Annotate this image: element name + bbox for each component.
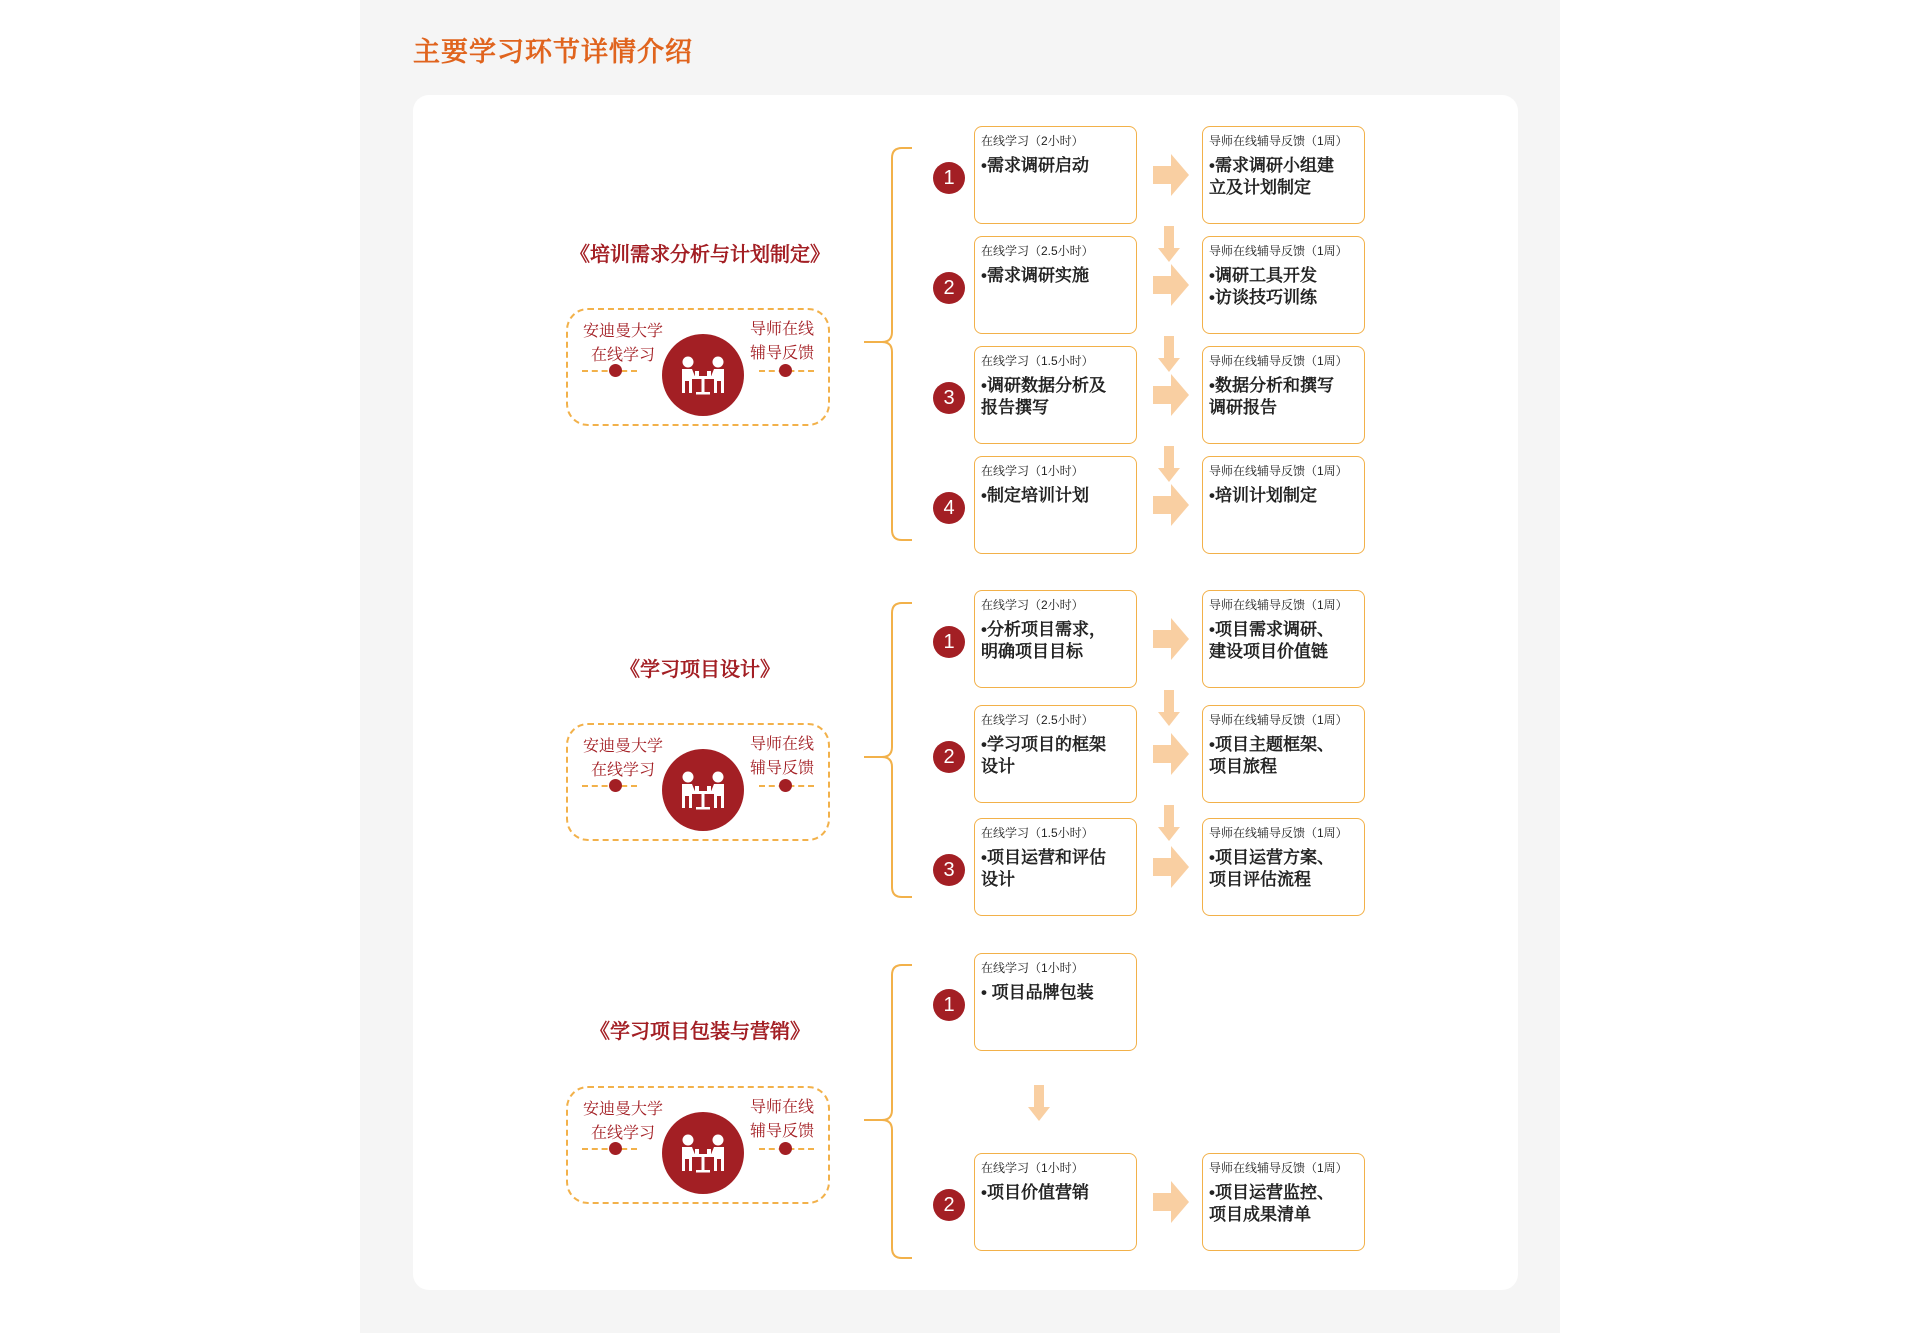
online-learning-box bbox=[974, 953, 1137, 1051]
arrow-right-icon bbox=[1153, 1181, 1189, 1223]
legend-box bbox=[566, 1086, 830, 1204]
online-learning-box-heading: 在线学习（2.5小时） bbox=[981, 713, 1094, 727]
page-title: 主要学习环节详情介绍 bbox=[413, 37, 693, 67]
label-line: 导师在线 bbox=[749, 736, 814, 753]
mentor-feedback-box-line: •项目运营方案、 bbox=[1209, 848, 1334, 867]
online-learning-box-body bbox=[981, 485, 1132, 507]
mentor-feedback-box bbox=[1202, 236, 1365, 334]
online-learning-box-line: •需求调研实施 bbox=[981, 266, 1089, 285]
online-learning-label bbox=[578, 735, 668, 783]
online-learning-box-line: •调研数据分析及 bbox=[981, 376, 1106, 395]
section-title: 《学习项目设计》 bbox=[620, 659, 780, 681]
mentor-feedback-box bbox=[1202, 818, 1365, 916]
mentor-feedback-box-line: 建设项目价值链 bbox=[1209, 642, 1328, 661]
mentor-feedback-box-line: •访谈技巧训练 bbox=[1209, 288, 1317, 307]
arrow-down-icon bbox=[1158, 690, 1180, 726]
online-learning-box-heading: 在线学习（1.5小时） bbox=[981, 826, 1094, 840]
online-learning-box-line: •项目价值营销 bbox=[981, 1183, 1089, 1202]
step-number-badge: 1 bbox=[933, 162, 965, 194]
online-learning-box-line: •项目运营和评估 bbox=[981, 848, 1106, 867]
online-learning-box bbox=[974, 346, 1137, 444]
arrow-right-icon bbox=[1153, 733, 1189, 775]
mentor-feedback-box-heading: 导师在线辅导反馈（1周） bbox=[1209, 464, 1348, 478]
mentor-feedback-box-body bbox=[1209, 375, 1360, 419]
mentor-feedback-box-heading: 导师在线辅导反馈（1周） bbox=[1209, 134, 1348, 148]
label-line: 安迪曼大学 bbox=[582, 738, 663, 755]
online-learning-box-body bbox=[981, 265, 1132, 287]
online-learning-box-line: •制定培训计划 bbox=[981, 486, 1089, 505]
online-learning-box-line: • 项目品牌包装 bbox=[981, 983, 1094, 1002]
label-line: 辅导反馈 bbox=[749, 760, 814, 777]
mentor-feedback-box-heading: 导师在线辅导反馈（1周） bbox=[1209, 354, 1348, 368]
meeting-circle bbox=[662, 749, 744, 831]
people-meeting-icon bbox=[673, 345, 733, 405]
mentor-feedback-box-line: •需求调研小组建 bbox=[1209, 156, 1334, 175]
mentor-feedback-box-line: 项目旅程 bbox=[1209, 757, 1277, 776]
online-learning-box-line: •学习项目的框架 bbox=[981, 735, 1106, 754]
label-line: 辅导反馈 bbox=[749, 1123, 814, 1140]
meeting-circle bbox=[662, 1112, 744, 1194]
online-learning-box-line: 明确项目目标 bbox=[981, 642, 1083, 661]
mentor-feedback-box bbox=[1202, 126, 1365, 224]
mentor-feedback-box-body bbox=[1209, 847, 1360, 891]
mentor-feedback-box-line: 调研报告 bbox=[1209, 398, 1277, 417]
section-bracket bbox=[862, 963, 922, 1260]
online-learning-box-body bbox=[981, 619, 1132, 663]
mentor-feedback-box-body bbox=[1209, 734, 1360, 778]
step-number-badge: 3 bbox=[933, 854, 965, 886]
mentor-feedback-box-body bbox=[1209, 265, 1360, 309]
meeting-circle bbox=[662, 334, 744, 416]
mentor-feedback-box-heading: 导师在线辅导反馈（1周） bbox=[1209, 244, 1348, 258]
people-meeting-icon bbox=[673, 760, 733, 820]
online-learning-box bbox=[974, 456, 1137, 554]
label-line: 辅导反馈 bbox=[749, 345, 814, 362]
label-line: 安迪曼大学 bbox=[582, 323, 663, 340]
mentor-feedback-label bbox=[742, 318, 822, 366]
legend-box bbox=[566, 308, 830, 426]
mentor-feedback-label bbox=[742, 1096, 822, 1144]
mentor-feedback-box bbox=[1202, 1153, 1365, 1251]
section-title: 《培训需求分析与计划制定》 bbox=[570, 244, 830, 266]
mentor-feedback-box-line: 项目成果清单 bbox=[1209, 1205, 1311, 1224]
online-learning-label bbox=[578, 320, 668, 368]
label-line: 在线学习 bbox=[590, 347, 655, 364]
online-learning-box-line: •分析项目需求， bbox=[981, 620, 1106, 639]
section-title: 《学习项目包装与营销》 bbox=[590, 1021, 810, 1043]
label-line: 在线学习 bbox=[590, 762, 655, 779]
online-learning-box-heading: 在线学习（1小时） bbox=[981, 464, 1084, 478]
online-learning-box bbox=[974, 236, 1137, 334]
arrow-right-icon bbox=[1153, 484, 1189, 526]
section-bracket bbox=[862, 601, 922, 899]
online-learning-box-body bbox=[981, 847, 1132, 891]
step-number-badge: 2 bbox=[933, 1189, 965, 1221]
online-learning-box-heading: 在线学习（2.5小时） bbox=[981, 244, 1094, 258]
mentor-feedback-box bbox=[1202, 705, 1365, 803]
arrow-right-icon bbox=[1153, 618, 1189, 660]
online-learning-box-body bbox=[981, 375, 1132, 419]
legend-box bbox=[566, 723, 830, 841]
arrow-down-icon bbox=[1158, 446, 1180, 482]
online-learning-box-body bbox=[981, 155, 1132, 177]
mentor-feedback-box-line: •项目需求调研、 bbox=[1209, 620, 1334, 639]
section-bracket bbox=[862, 146, 922, 542]
mentor-feedback-box-line: •项目运营监控、 bbox=[1209, 1183, 1334, 1202]
mentor-feedback-box-heading: 导师在线辅导反馈（1周） bbox=[1209, 1161, 1348, 1175]
mentor-feedback-box-body bbox=[1209, 619, 1360, 663]
online-learning-box-line: 设计 bbox=[981, 870, 1015, 889]
label-line: 导师在线 bbox=[749, 1099, 814, 1116]
arrow-down-icon bbox=[1158, 336, 1180, 372]
label-line: 安迪曼大学 bbox=[582, 1101, 663, 1118]
mentor-feedback-box bbox=[1202, 590, 1365, 688]
mentor-feedback-box-body bbox=[1209, 1182, 1360, 1226]
step-number-badge: 2 bbox=[933, 272, 965, 304]
online-learning-box-line: •需求调研启动 bbox=[981, 156, 1089, 175]
mentor-feedback-box bbox=[1202, 456, 1365, 554]
step-number-badge: 1 bbox=[933, 626, 965, 658]
label-line: 导师在线 bbox=[749, 321, 814, 338]
mentor-feedback-box-line: •调研工具开发 bbox=[1209, 266, 1317, 285]
mentor-feedback-box-line: 项目评估流程 bbox=[1209, 870, 1311, 889]
online-learning-box-heading: 在线学习（1.5小时） bbox=[981, 354, 1094, 368]
mentor-feedback-box-line: 立及计划制定 bbox=[1209, 178, 1311, 197]
step-number-badge: 2 bbox=[933, 741, 965, 773]
online-learning-box-line: 设计 bbox=[981, 757, 1015, 776]
online-learning-box-body bbox=[981, 734, 1132, 778]
online-learning-box bbox=[974, 818, 1137, 916]
mentor-feedback-box-body bbox=[1209, 155, 1360, 199]
mentor-feedback-box-body bbox=[1209, 485, 1360, 507]
mentor-feedback-box-line: •数据分析和撰写 bbox=[1209, 376, 1334, 395]
arrow-right-icon bbox=[1153, 264, 1189, 306]
arrow-right-icon bbox=[1153, 846, 1189, 888]
online-learning-box-heading: 在线学习（1小时） bbox=[981, 961, 1084, 975]
arrow-down-icon bbox=[1158, 226, 1180, 262]
step-number-badge: 1 bbox=[933, 989, 965, 1021]
online-learning-box bbox=[974, 590, 1137, 688]
arrow-right-icon bbox=[1153, 374, 1189, 416]
mentor-feedback-box-heading: 导师在线辅导反馈（1周） bbox=[1209, 713, 1348, 727]
mentor-feedback-label bbox=[742, 733, 822, 781]
mentor-feedback-box-heading: 导师在线辅导反馈（1周） bbox=[1209, 598, 1348, 612]
label-line: 在线学习 bbox=[590, 1125, 655, 1142]
mentor-feedback-box-line: •培训计划制定 bbox=[1209, 486, 1317, 505]
online-learning-box bbox=[974, 705, 1137, 803]
mentor-feedback-box-line: •项目主题框架、 bbox=[1209, 735, 1334, 754]
mentor-feedback-box bbox=[1202, 346, 1365, 444]
online-learning-box-heading: 在线学习（2小时） bbox=[981, 598, 1084, 612]
arrow-right-icon bbox=[1153, 154, 1189, 196]
online-learning-box bbox=[974, 126, 1137, 224]
step-number-badge: 4 bbox=[933, 492, 965, 524]
online-learning-label bbox=[578, 1098, 668, 1146]
online-learning-box-body bbox=[981, 1182, 1132, 1204]
mentor-feedback-box-heading: 导师在线辅导反馈（1周） bbox=[1209, 826, 1348, 840]
arrow-down-icon bbox=[1158, 805, 1180, 841]
step-number-badge: 3 bbox=[933, 382, 965, 414]
online-learning-box-heading: 在线学习（1小时） bbox=[981, 1161, 1084, 1175]
online-learning-box bbox=[974, 1153, 1137, 1251]
people-meeting-icon bbox=[673, 1123, 733, 1183]
online-learning-box-body bbox=[981, 982, 1132, 1004]
arrow-down-icon bbox=[1028, 1085, 1050, 1121]
online-learning-box-line: 报告撰写 bbox=[981, 398, 1049, 417]
online-learning-box-heading: 在线学习（2小时） bbox=[981, 134, 1084, 148]
